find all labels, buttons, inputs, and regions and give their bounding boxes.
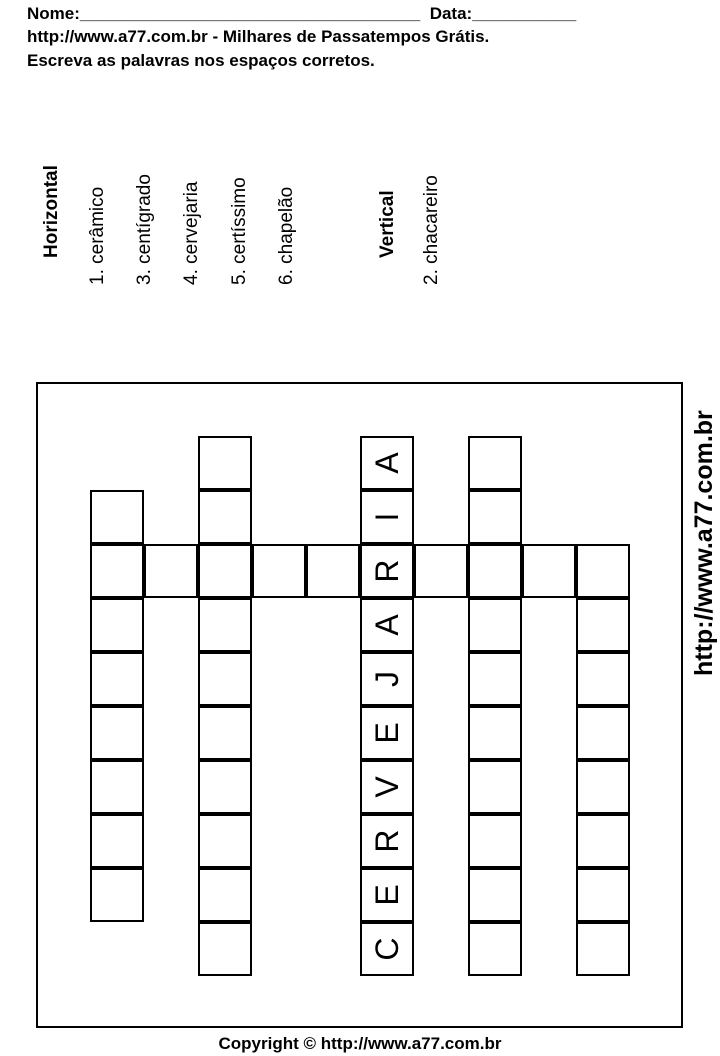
grid-letter: A [368, 452, 405, 474]
horizontal-clue-3: 3. centígrado [134, 174, 155, 285]
grid-letter: R [368, 559, 405, 583]
instructions: Escreva as palavras nos espaços corretos. [27, 51, 375, 70]
vertical-title: Vertical [377, 190, 398, 258]
grid-letter: V [368, 776, 405, 798]
site-tagline: http://www.a77.com.br - Milhares de Passatempos Grátis. [27, 27, 490, 46]
grid-letter: R [368, 829, 405, 853]
grid-letter: E [368, 884, 405, 906]
grid-letter: J [368, 671, 405, 687]
horizontal-title: Horizontal [41, 165, 62, 258]
puzzle-frame [36, 382, 683, 1028]
name-date-line: Nome:____________________________________ Data:___________ [27, 4, 577, 23]
grid-letter: A [368, 614, 405, 636]
horizontal-clue-6: 6. chapelão [276, 186, 297, 285]
side-url: http://www.a77.com.br [690, 410, 718, 676]
horizontal-clue-4: 4. cervejaria [181, 181, 202, 285]
grid-letter: I [368, 512, 405, 522]
horizontal-clue-5: 5. certíssimo [229, 177, 250, 285]
grid-letter: C [368, 937, 405, 961]
grid-letter: E [368, 722, 405, 744]
copyright: Copyright © http://www.a77.com.br [218, 1034, 502, 1053]
vertical-clue-2: 2. chacareiro [421, 175, 442, 285]
horizontal-clue-1: 1. cerâmico [87, 186, 108, 285]
